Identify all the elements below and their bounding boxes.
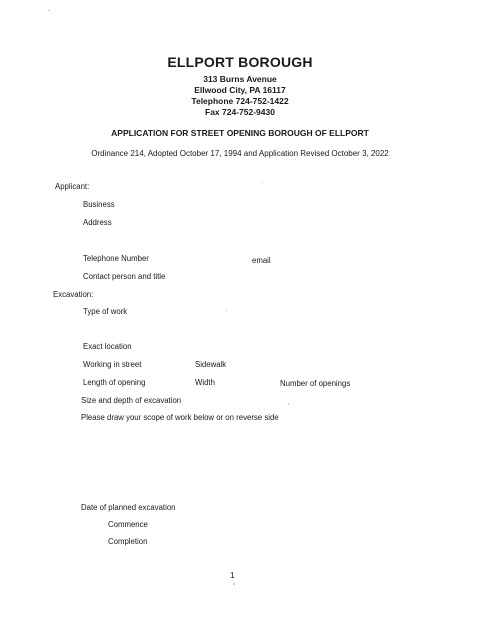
scan-speck: [48, 10, 50, 11]
telephone-label: Telephone Number: [83, 254, 149, 263]
scan-speck: [288, 403, 289, 405]
date-planned-label: Date of planned excavation: [81, 503, 176, 512]
contact-label: Contact person and title: [83, 272, 166, 281]
email-label: email: [252, 256, 271, 265]
working-in-street-label: Working in street: [83, 360, 142, 369]
applicant-section-label: Applicant:: [55, 182, 90, 191]
application-heading: APPLICATION FOR STREET OPENING BOROUGH OF ELLPORT: [111, 128, 369, 138]
size-and-depth-label: Size and depth of excavation: [81, 396, 182, 405]
address-street: 313 Burns Avenue: [203, 74, 277, 84]
scan-speck: [262, 182, 263, 183]
type-of-work-label: Type of work: [83, 307, 128, 316]
sidewalk-label: Sidewalk: [195, 360, 227, 369]
width-label: Width: [195, 378, 215, 387]
address-telephone: Telephone 724-752-1422: [191, 96, 289, 106]
address-label: Address: [83, 218, 112, 227]
completion-label: Completion: [108, 537, 148, 546]
borough-title: ELLPORT BOROUGH: [167, 54, 313, 70]
address-fax: Fax 724-752-9430: [205, 107, 275, 117]
exact-location-label: Exact location: [83, 342, 132, 351]
scan-speck: [233, 583, 235, 585]
business-label: Business: [83, 200, 115, 209]
ordinance-line: Ordinance 214, Adopted October 17, 1994 and Application Revised October 3, 2022: [91, 149, 389, 158]
draw-scope-instruction: Please draw your scope of work below or on reverse side: [81, 413, 279, 422]
page-number: 1: [230, 570, 235, 580]
number-of-openings-label: Number of openings: [280, 379, 351, 388]
commence-label: Commence: [108, 520, 148, 529]
scan-speck: [226, 311, 227, 312]
length-of-opening-label: Length of opening: [83, 378, 146, 387]
excavation-section-label: Excavation:: [53, 290, 94, 299]
address-city: Ellwood City, PA 16117: [194, 85, 286, 95]
